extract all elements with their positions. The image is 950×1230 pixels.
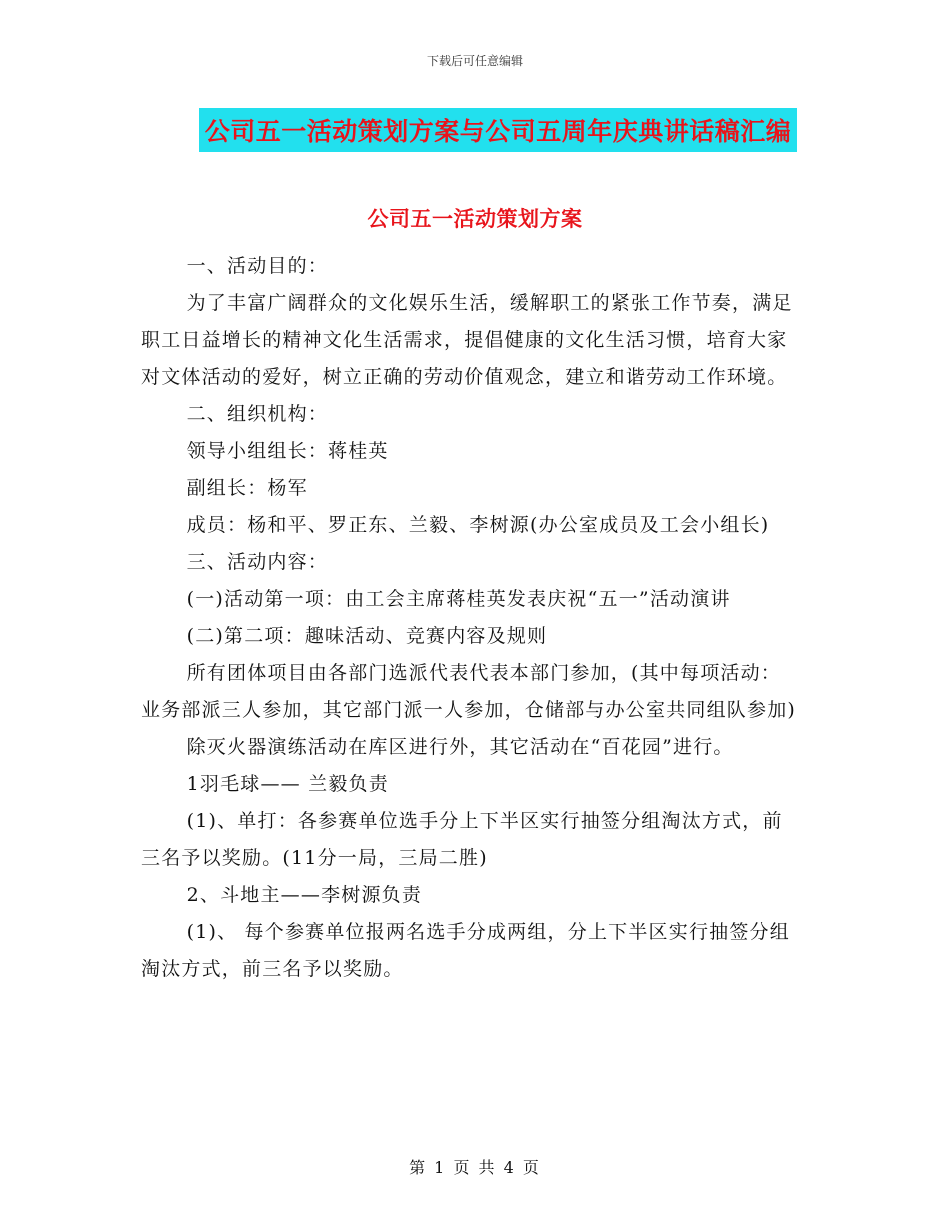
main-title-container [0, 108, 950, 152]
section-title: 公司五一活动策划方案 [367, 207, 583, 231]
paragraph-team-rules: 所有团体项目由各部门选派代表代表本部门参加，(其中每项活动：业务部派三人参加，其它部门派一人参加，仓储部与办公室共同组队参加) [141, 662, 797, 721]
paragraph-activity-two: (二)第二项：趣味活动、竞赛内容及规则 [186, 625, 548, 647]
paragraph-members: 成员：杨和平、罗正东、兰毅、李树源(办公室成员及工会小组长) [186, 514, 770, 536]
main-title: 公司五一活动策划方案与公司五周年庆典讲话稿汇编 [199, 108, 798, 152]
paragraph-activity-one: (一)活动第一项：由工会主席蒋桂英发表庆祝“五一”活动演讲 [186, 588, 731, 610]
paragraph-leader: 领导小组组长：蒋桂英 [186, 440, 389, 462]
document-body [141, 248, 801, 988]
paragraph-purpose-heading: 一、活动目的： [186, 255, 328, 277]
paragraph-venue: 除灭火器演练活动在库区进行外，其它活动在“百花园”进行。 [186, 736, 734, 758]
header-note: 下载后可任意编辑 [426, 54, 523, 68]
paragraph-purpose-text: 为了丰富广阔群众的文化娱乐生活，缓解职工的紧张工作节奏，满足职工日益增长的精神文化生活需求，提倡健康的文化生活习惯，培育大家对文体活动的爱好，树立正确的劳动价值观念，建立和谐劳动工作环境。 [141, 292, 793, 388]
paragraph-content-heading: 三、活动内容： [186, 551, 328, 573]
paragraph-badminton: 1羽毛球—— 兰毅负责 [186, 773, 389, 795]
page-number: 第 1 页 共 4 页 [409, 1158, 541, 1177]
paragraph-doudizhu-rules: (1)、 每个参赛单位报两名选手分成两组，分上下半区实行抽签分组淘汰方式，前三名予以奖励。 [141, 921, 790, 980]
paragraph-organization-heading: 二、组织机构： [186, 403, 328, 425]
paragraph-doudizhu: 2、斗地主——李树源负责 [186, 884, 423, 906]
paragraph-badminton-singles: (1)、单打：各参赛单位选手分上下半区实行抽签分组淘汰方式，前三名予以奖励。(11分一局，三局二胜) [141, 810, 783, 869]
paragraph-deputy-leader: 副组长：杨军 [186, 477, 308, 499]
